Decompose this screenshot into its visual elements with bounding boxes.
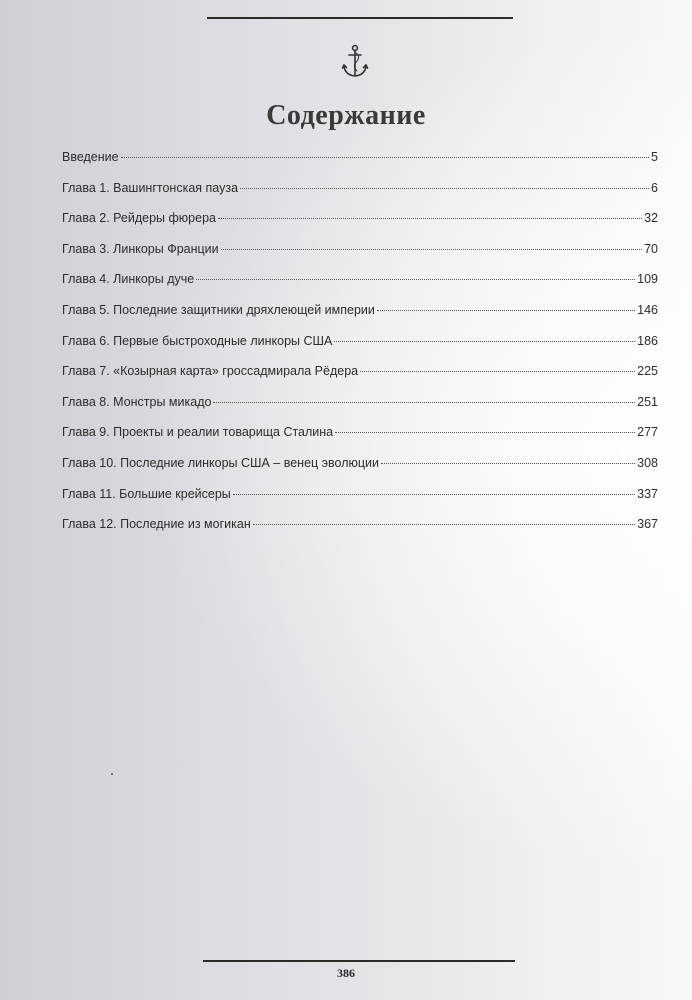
- page-title: Содержание: [266, 100, 426, 131]
- toc-entry-title: Глава 6. Первые быстроходные линкоры США: [62, 333, 333, 348]
- toc-entry-page: 277: [637, 425, 658, 440]
- toc-entry-page: 186: [637, 333, 658, 348]
- anchor-icon: [340, 44, 370, 80]
- toc-leader-dots: [213, 402, 635, 403]
- toc-entry-title: Глава 5. Последние защитники дряхлеющей империи: [62, 302, 375, 317]
- toc-leader-dots: [240, 188, 649, 189]
- toc-entry-page: 6: [651, 180, 658, 195]
- toc-leader-dots: [121, 157, 649, 158]
- toc-entry: [62, 395, 658, 426]
- toc-entry-title: Глава 2. Рейдеры фюрера: [62, 211, 216, 226]
- toc-leader-dots: [253, 524, 635, 525]
- toc-leader-dots: [377, 310, 635, 311]
- toc-entry-title: Глава 4. Линкоры дуче: [62, 272, 195, 287]
- toc-entry: [62, 242, 658, 273]
- toc-entry-title: Глава 9. Проекты и реалии товарища Сталина: [62, 425, 334, 440]
- toc-entry: [62, 517, 658, 548]
- toc-entry-page: 367: [637, 517, 658, 532]
- toc-entry-page: 109: [637, 272, 658, 287]
- toc-entry-title: Глава 1. Вашингтонская пауза: [62, 180, 239, 195]
- toc-entry: [62, 334, 658, 365]
- toc-entry-title: Введение: [62, 150, 119, 164]
- toc-leader-dots: [221, 249, 642, 250]
- toc-entry-page: 251: [637, 394, 658, 409]
- toc-entry-page: 337: [637, 486, 658, 501]
- toc-entry: [62, 181, 658, 212]
- toc-leader-dots: [233, 494, 635, 495]
- toc-entry: [62, 456, 658, 487]
- toc-entry-page: 225: [637, 364, 658, 379]
- top-divider: [207, 17, 513, 19]
- toc-entry-page: 308: [637, 455, 658, 470]
- toc-entry: [62, 150, 658, 181]
- page-number: 386: [337, 966, 355, 980]
- toc-entry-title: Глава 7. «Козырная карта» гроссадмирала Рёдера: [62, 364, 359, 379]
- toc-leader-dots: [218, 218, 642, 219]
- toc-entry-title: Глава 11. Большие крейсеры: [62, 486, 231, 501]
- bottom-divider: [203, 960, 515, 962]
- toc-entry-page: 5: [651, 150, 658, 164]
- toc-entry: [62, 303, 658, 334]
- toc-leader-dots: [334, 341, 635, 342]
- toc-leader-dots: [360, 371, 635, 372]
- toc-entry-title: Глава 8. Монстры микадо: [62, 394, 212, 409]
- toc-entry: [62, 364, 658, 395]
- toc-leader-dots: [196, 279, 635, 280]
- toc-leader-dots: [381, 463, 635, 464]
- toc-entry-title: Глава 3. Линкоры Франции: [62, 241, 219, 256]
- toc-entry-title: Глава 10. Последние линкоры США – венец эволюции: [62, 455, 380, 470]
- toc-entry-page: 32: [644, 211, 658, 226]
- table-of-contents: [62, 150, 658, 548]
- toc-entry-title: Глава 12. Последние из могикан: [62, 517, 251, 532]
- toc-entry-page: 70: [644, 241, 658, 256]
- toc-entry-page: 146: [637, 302, 658, 317]
- toc-leader-dots: [335, 432, 635, 433]
- toc-entry: [62, 487, 658, 518]
- toc-entry: [62, 211, 658, 242]
- paper-speck: [111, 773, 113, 775]
- toc-entry: [62, 272, 658, 303]
- toc-entry: [62, 425, 658, 456]
